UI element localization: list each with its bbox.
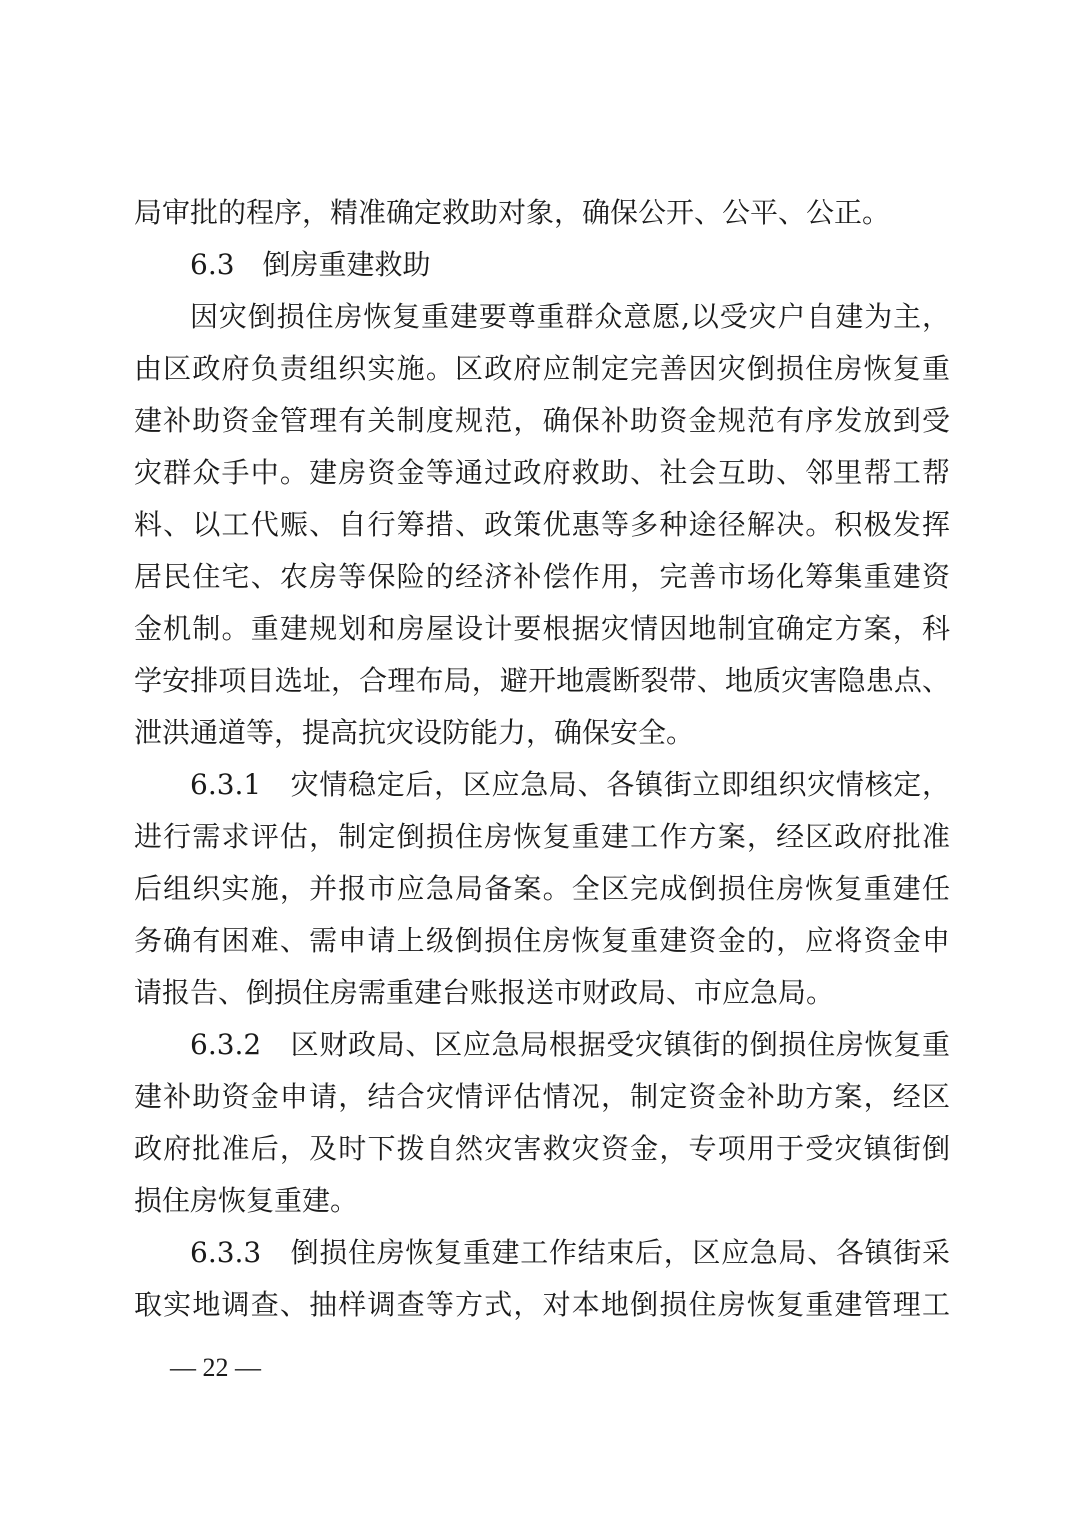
text-line: 建补助资金申请，结合灾情评估情况，制定资金补助方案，经区 <box>134 1080 950 1113</box>
text-line: 金机制。重建规划和房屋设计要根据灾情因地制宜确定方案，科 <box>134 612 950 645</box>
section-heading: 6.3 倒房重建救助 <box>190 248 431 281</box>
text-line: 灾群众手中。建房资金等通过政府救助、社会互助、邻里帮工帮 <box>134 456 950 489</box>
text-line: 请报告、倒损住房需重建台账报送市财政局、市应急局。 <box>134 976 835 1009</box>
text-line: 取实地调查、抽样调查等方式，对本地倒损住房恢复重建管理工 <box>134 1288 950 1321</box>
text-line: 政府批准后，及时下拨自然灾害救灾资金，专项用于受灾镇街倒 <box>134 1132 950 1165</box>
clause-line: 6.3.1 灾情稳定后，区应急局、各镇街立即组织灾情核定， <box>190 768 950 801</box>
page-number: — 22 — <box>170 1353 261 1382</box>
document-body <box>134 187 950 1331</box>
text-line: 由区政府负责组织实施。区政府应制定完善因灾倒损住房恢复重 <box>134 352 950 385</box>
text-line: 居民住宅、农房等保险的经济补偿作用，完善市场化筹集重建资 <box>134 560 950 593</box>
text-line: 建补助资金管理有关制度规范，确保补助资金规范有序发放到受 <box>134 404 950 437</box>
text-line: 损住房恢复重建。 <box>134 1184 359 1217</box>
text-line: 务确有困难、需申请上级倒损住房恢复重建资金的，应将资金申 <box>134 924 950 957</box>
text-line: 料、以工代赈、自行筹措、政策优惠等多种途径解决。积极发挥 <box>134 508 950 541</box>
clause-line: 6.3.3 倒损住房恢复重建工作结束后，区应急局、各镇街采 <box>190 1236 950 1269</box>
clause-line: 6.3.2 区财政局、区应急局根据受灾镇街的倒损住房恢复重 <box>190 1028 950 1061</box>
text-line: 学安排项目选址，合理布局，避开地震断裂带、地质灾害隐患点、 <box>134 664 950 697</box>
text-line: 后组织实施，并报市应急局备案。全区完成倒损住房恢复重建任 <box>134 872 950 905</box>
text-line: 进行需求评估，制定倒损住房恢复重建工作方案，经区政府批准 <box>134 820 950 853</box>
text-line: 泄洪通道等，提高抗灾设防能力，确保安全。 <box>134 716 695 749</box>
text-line: 因灾倒损住房恢复重建要尊重群众意愿,以受灾户自建为主， <box>190 300 950 333</box>
text-line: 局审批的程序，精准确定救助对象，确保公开、公平、公正。 <box>134 196 891 229</box>
